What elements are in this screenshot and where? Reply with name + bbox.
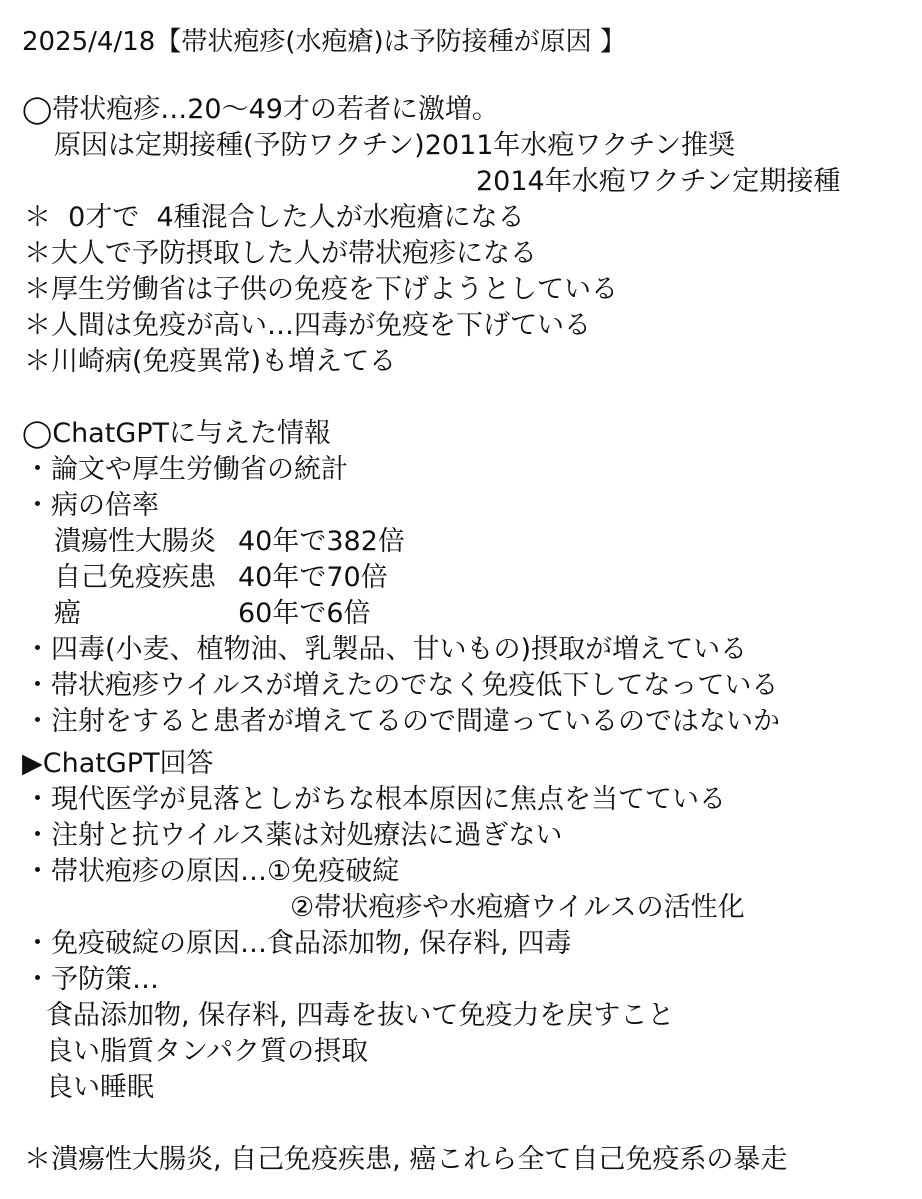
section1-heading: ◯帯状疱疹…20〜49才の若者に激増。	[22, 94, 499, 125]
answer-item: ・免疫破綻の原因…食品添加物, 保存料, 四毒	[24, 928, 572, 959]
answer-item: ・予防策…	[24, 964, 159, 995]
note-line: ＊大人で予防摂取した人が帯状疱疹になる	[24, 238, 537, 269]
section2-heading: ◯ChatGPTに与えた情報	[22, 418, 332, 449]
answer-item-continuation: ②帯状疱疹や水疱瘡ウイルスの活性化	[290, 892, 745, 923]
section3-heading: ▶ChatGPT回答	[22, 748, 214, 779]
rate-disease: 癌	[54, 598, 81, 629]
rate-disease: 自己免疫疾患	[54, 562, 216, 593]
info-item: ・四毒(小麦、植物油、乳製品、甘いもの)摂取が増えている	[24, 634, 748, 665]
page-title: 2025/4/18【帯状疱疹(水疱瘡)は予防接種が原因 】	[22, 27, 626, 57]
rate-value: 40年で382倍	[238, 526, 405, 557]
prevention-line: 良い脂質タンパク質の摂取	[46, 1036, 369, 1067]
note-line: ＊厚生労働省は子供の免疫を下げようとしている	[24, 274, 618, 305]
note-line: ＊ 0才で 4種混合した人が水疱瘡になる	[24, 202, 525, 233]
prevention-line: 良い睡眠	[46, 1072, 154, 1103]
answer-item: ・注射と抗ウイルス薬は対処療法に過ぎない	[24, 820, 563, 851]
note-line: ＊人間は免疫が高い…四毒が免疫を下げている	[24, 310, 591, 341]
cause-line-2: 2014年水疱ワクチン定期接種	[476, 166, 841, 197]
rate-value: 40年で70倍	[238, 562, 388, 593]
answer-item: ・現代医学が見落としがちな根本原因に焦点を当てている	[24, 784, 726, 815]
prevention-line: 食品添加物, 保存料, 四毒を抜いて免疫力を戻すこと	[46, 1000, 675, 1031]
rate-disease: 潰瘍性大腸炎	[54, 526, 216, 557]
note-line: ＊川崎病(免疫異常)も増えてる	[24, 346, 397, 377]
info-item: ・注射をすると患者が増えてるので間違っているのではないか	[24, 706, 780, 737]
info-item: ・病の倍率	[24, 490, 159, 521]
info-item: ・帯状疱疹ウイルスが増えたのでなく免疫低下してなっている	[24, 670, 779, 701]
cause-line-1: 原因は定期接種(予防ワクチン)2011年水疱ワクチン推奨	[54, 130, 736, 161]
footer-note: ＊潰瘍性大腸炎, 自己免疫疾患, 癌これら全て自己免疫系の暴走	[24, 1144, 788, 1175]
rate-value: 60年で6倍	[238, 598, 371, 629]
answer-item: ・帯状疱疹の原因…①免疫破綻	[24, 856, 400, 887]
info-item: ・論文や厚生労働省の統計	[24, 454, 348, 485]
